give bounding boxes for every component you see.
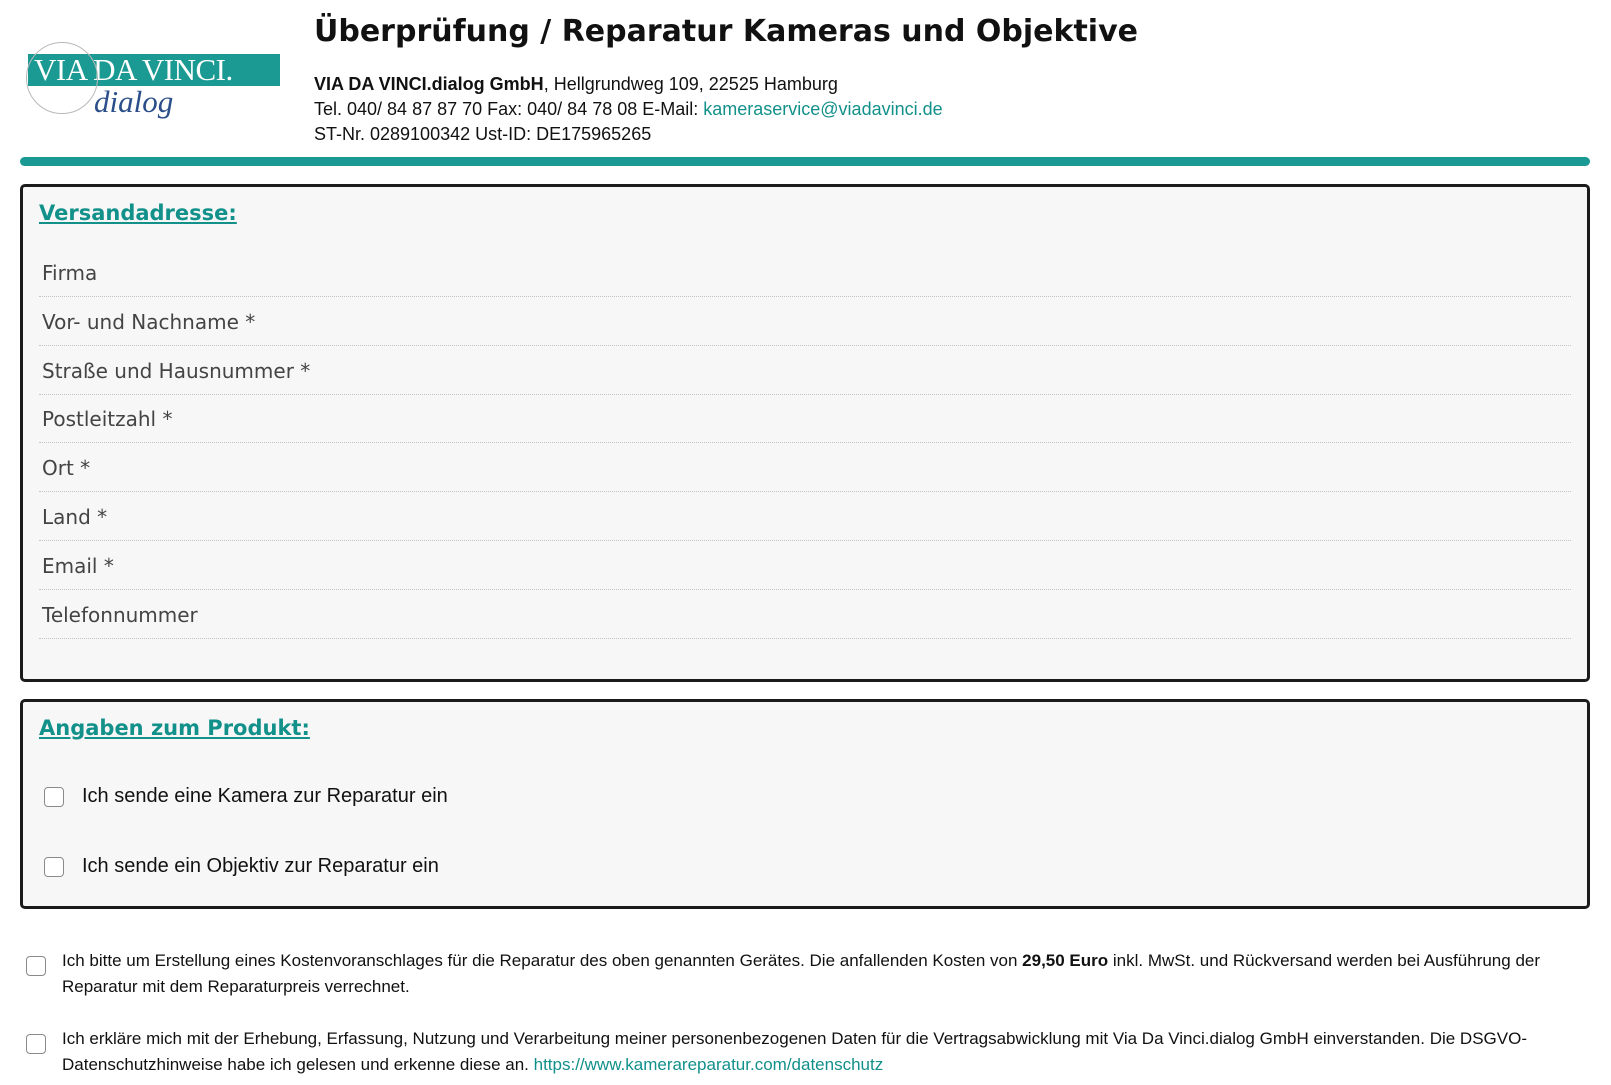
company-address: , Hellgrundweg 109, 22525 Hamburg — [543, 74, 838, 94]
company-field-label: Firma — [42, 261, 98, 285]
company-info — [314, 72, 943, 147]
email-field[interactable] — [39, 542, 1571, 590]
name-field[interactable] — [39, 298, 1571, 346]
company-input[interactable] — [39, 249, 1575, 298]
logo-circle-icon — [26, 42, 98, 114]
header-divider — [20, 157, 1590, 166]
company-name: VIA DA VINCI.dialog GmbH — [314, 74, 544, 94]
name-field-label: Vor- und Nachname * — [42, 310, 256, 334]
street-field[interactable] — [39, 347, 1571, 395]
country-field-label: Land * — [42, 505, 108, 529]
company-logo — [24, 42, 284, 132]
camera-checkbox[interactable] — [44, 787, 64, 807]
city-input[interactable] — [39, 444, 1575, 493]
postal-code-field-label: Postleitzahl * — [42, 407, 173, 431]
estimate-consent-text-after: inkl. MwSt. und Rückversand werden bei Ausführung der Reparatur mit dem Reparaturpreis verrechnet. — [62, 951, 1541, 996]
company-field[interactable] — [39, 249, 1571, 297]
country-field[interactable] — [39, 493, 1571, 541]
company-contact-line — [314, 97, 943, 122]
lens-option-label[interactable]: Ich sende ein Objektiv zur Reparatur ein — [82, 855, 439, 877]
phone-field-label: Telefonnummer — [42, 603, 198, 627]
shipping-address-title: Versandadresse: — [39, 201, 237, 225]
privacy-consent-body: Ich erkläre mich mit der Erhebung, Erfassung, Nutzung und Verarbeitung meiner personenbezogenen Daten für die Vertragsabwicklung mit Via Da Vinci.dialog GmbH einverstanden. Die DSGVO-Datenschutzhinweise habe ich gelesen und erkenne diese an. — [62, 1029, 1527, 1074]
phone-field[interactable] — [39, 591, 1571, 639]
phone-input[interactable] — [39, 591, 1575, 640]
page-header — [0, 0, 1611, 160]
product-panel — [20, 699, 1590, 909]
email-input[interactable] — [39, 542, 1575, 591]
company-contact: Tel. 040/ 84 87 87 70 Fax: 040/ 84 78 08 E-Mail: — [314, 99, 704, 119]
email-link[interactable]: kameraservice@viadavinci.de — [703, 99, 943, 119]
camera-option-label[interactable]: Ich sende eine Kamera zur Reparatur ein — [82, 785, 448, 807]
city-field[interactable] — [39, 444, 1571, 492]
logo-main-text: VIA DA VINCI. — [28, 54, 280, 86]
product-title: Angaben zum Produkt: — [39, 716, 310, 740]
estimate-price: 29,50 Euro — [1022, 951, 1109, 970]
company-tax-line: ST-Nr. 0289100342 Ust-ID: DE175965265 — [314, 124, 652, 144]
company-address-line — [314, 72, 943, 97]
street-field-label: Straße und Hausnummer * — [42, 359, 311, 383]
city-field-label: Ort * — [42, 456, 91, 480]
country-input[interactable] — [39, 493, 1575, 542]
lens-checkbox[interactable] — [44, 857, 64, 877]
email-field-label: Email * — [42, 554, 114, 578]
page-title: Überprüfung / Reparatur Kameras und Objektive — [314, 14, 1138, 49]
privacy-policy-link[interactable]: https://www.kamerareparatur.com/datenschutz — [533, 1055, 884, 1074]
estimate-consent-text[interactable] — [62, 948, 1572, 1000]
privacy-consent-text[interactable] — [62, 1026, 1572, 1078]
postal-code-input[interactable] — [39, 395, 1575, 444]
name-input[interactable] — [39, 298, 1575, 347]
privacy-consent-checkbox[interactable] — [26, 1034, 46, 1054]
postal-code-field[interactable] — [39, 395, 1571, 443]
street-input[interactable] — [39, 347, 1575, 396]
estimate-consent-checkbox[interactable] — [26, 956, 46, 976]
estimate-consent-text-before: Ich bitte um Erstellung eines Kostenvoranschlages für die Reparatur des oben genannten Gerätes. Die anfallenden Kosten von — [62, 951, 1023, 970]
shipping-address-panel — [20, 184, 1590, 682]
logo-sub-text: dialog — [94, 84, 174, 119]
